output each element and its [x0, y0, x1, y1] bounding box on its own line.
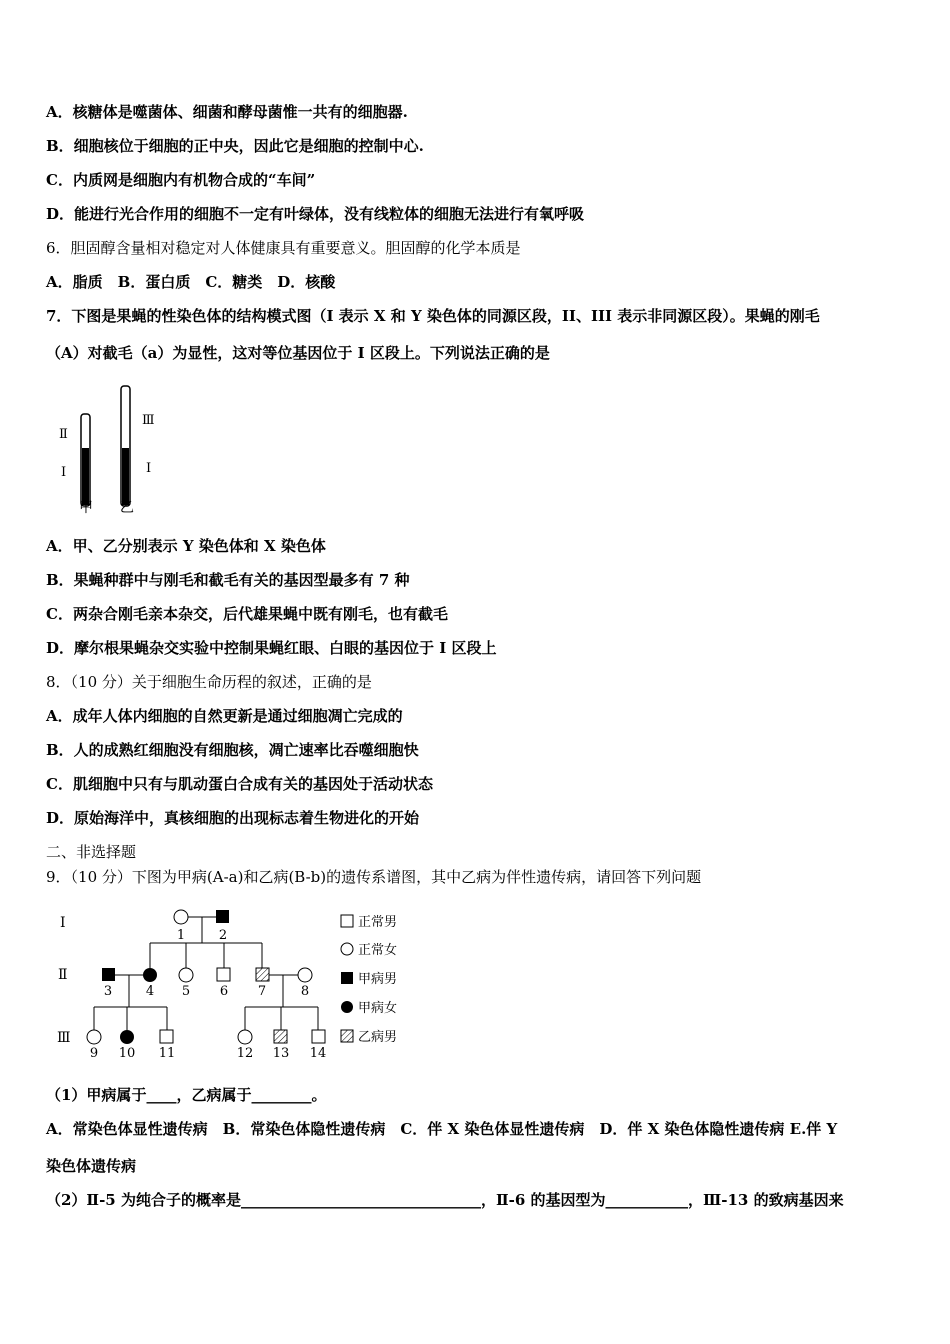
q8-option-b: B．人的成熟红细胞没有细胞核，凋亡速率比吞噬细胞快: [46, 741, 419, 759]
gen-label-1: Ⅰ: [60, 915, 66, 931]
num-1: 1: [176, 928, 186, 943]
person-4-jia-female: [143, 968, 157, 982]
chromo-label-ii: Ⅱ: [59, 427, 68, 442]
person-13-yi-male: [274, 1030, 287, 1043]
q9-part-1: （1）甲病属于____，乙病属于________。: [46, 1086, 327, 1104]
q7-option-c: C．两杂合刚毛亲本杂交，后代雄果蝇中既有刚毛，也有截毛: [46, 605, 448, 623]
legend-yi-male-symbol: [341, 1030, 353, 1042]
chromosome-yi-region-i: [122, 448, 129, 505]
person-6-normal-male: [217, 968, 230, 981]
num-10: 10: [118, 1046, 136, 1061]
person-7-yi-male: [256, 968, 269, 981]
q5-option-a: A．核糖体是噬菌体、细菌和酵母菌惟一共有的细胞器.: [46, 103, 408, 121]
num-11: 11: [158, 1046, 176, 1061]
num-6: 6: [219, 984, 229, 999]
q6-options: A．脂质 B．蛋白质 C．糖类 D．核酸: [46, 273, 336, 291]
q7-stem-2: （A）对截毛（a）为显性，这对等位基因位于 I 区段上。下列说法正确的是: [46, 344, 550, 362]
gen-label-2: Ⅱ: [58, 967, 68, 983]
q8-option-a: A．成年人体内细胞的自然更新是通过细胞凋亡完成的: [46, 707, 403, 725]
pedigree-lines: [94, 917, 318, 1030]
q8-option-d: D．原始海洋中，真核细胞的出现标志着生物进化的开始: [46, 809, 420, 827]
num-9: 9: [89, 1046, 99, 1061]
q9-stem: 9．（10 分）下图为甲病(A-a)和乙病(B-b)的遗传系谱图，其中乙病为伴性遗传病，请回答下列问题: [46, 868, 702, 886]
num-8: 8: [300, 984, 310, 999]
chromo-label-jia: 甲: [79, 500, 93, 516]
chromo-label-i-left: I: [61, 465, 67, 480]
q9-part-2: （2）Ⅱ-5 为纯合子的概率是________________________________，Ⅱ-6 的基因型为___________，Ⅲ-13 的致病基因来: [46, 1191, 844, 1209]
num-12: 12: [236, 1046, 254, 1061]
person-14-normal-male: [312, 1030, 325, 1043]
num-4: 4: [145, 984, 155, 999]
q9-options: A．常染色体显性遗传病 B．常染色体隐性遗传病 C．伴 X 染色体显性遗传病 D．伴 X 染色体隐性遗传病 E.伴 Y: [46, 1120, 838, 1138]
q5-option-d: D．能进行光合作用的细胞不一定有叶绿体，没有线粒体的细胞无法进行有氧呼吸: [46, 205, 585, 223]
person-8-normal-female: [298, 968, 312, 982]
gen-label-3: Ⅲ: [57, 1030, 71, 1046]
q7-option-d: D．摩尔根果蝇杂交实验中控制果蝇红眼、白眼的基因位于 I 区段上: [46, 639, 497, 657]
legend-normal-female: 正常女: [358, 943, 398, 958]
person-5-normal-female: [179, 968, 193, 982]
q5-option-c: C．内质网是细胞内有机物合成的“车间”: [46, 171, 316, 189]
num-5: 5: [181, 984, 191, 999]
legend-jia-male-symbol: [341, 972, 353, 984]
section-2-heading: 二、非选择题: [46, 843, 137, 861]
person-11-normal-male: [160, 1030, 173, 1043]
person-9-normal-female: [87, 1030, 101, 1044]
chromo-label-i-right: I: [146, 461, 152, 476]
chromosome-figure: [52, 378, 172, 518]
chromosome-jia-region-i: [82, 448, 89, 505]
chromo-label-iii: Ⅲ: [142, 413, 155, 428]
q8-stem: 8．（10 分）关于细胞生命历程的叙述，正确的是: [46, 673, 372, 691]
q5-option-b: B．细胞核位于细胞的正中央，因此它是细胞的控制中心.: [46, 137, 424, 155]
q7-option-a: A．甲、乙分别表示 Y 染色体和 X 染色体: [46, 537, 326, 555]
num-13: 13: [272, 1046, 290, 1061]
q8-option-c: C．肌细胞中只有与肌动蛋白合成有关的基因处于活动状态: [46, 775, 433, 793]
legend-jia-female: 甲病女: [358, 1001, 398, 1016]
q9-options-cont: 染色体遗传病: [46, 1157, 137, 1175]
legend-jia-male: 甲病男: [358, 972, 398, 987]
person-10-jia-female: [120, 1030, 134, 1044]
num-7: 7: [257, 984, 267, 999]
person-3-jia-male: [102, 968, 115, 981]
num-14: 14: [309, 1046, 327, 1061]
person-2-jia-male: [216, 910, 229, 923]
num-2: 2: [218, 928, 228, 943]
legend-normal-male: 正常男: [358, 915, 398, 930]
person-12-normal-female: [238, 1030, 252, 1044]
legend-normal-female-symbol: [341, 943, 353, 955]
num-3: 3: [103, 984, 113, 999]
q7-stem-1: 7．下图是果蝇的性染色体的结构模式图（I 表示 X 和 Y 染色体的同源区段，II、III 表示非同源区段）。果蝇的刚毛: [46, 307, 820, 325]
legend-yi-male: 乙病男: [358, 1030, 398, 1045]
person-1-normal-female: [174, 910, 188, 924]
pedigree-chart: [50, 903, 420, 1063]
chromo-label-yi: 乙: [120, 500, 134, 516]
q6-stem: 6．胆固醇含量相对稳定对人体健康具有重要意义。胆固醇的化学本质是: [46, 239, 521, 257]
legend-jia-female-symbol: [341, 1001, 353, 1013]
q7-option-b: B．果蝇种群中与刚毛和截毛有关的基因型最多有 7 种: [46, 571, 410, 589]
legend-normal-male-symbol: [341, 915, 353, 927]
